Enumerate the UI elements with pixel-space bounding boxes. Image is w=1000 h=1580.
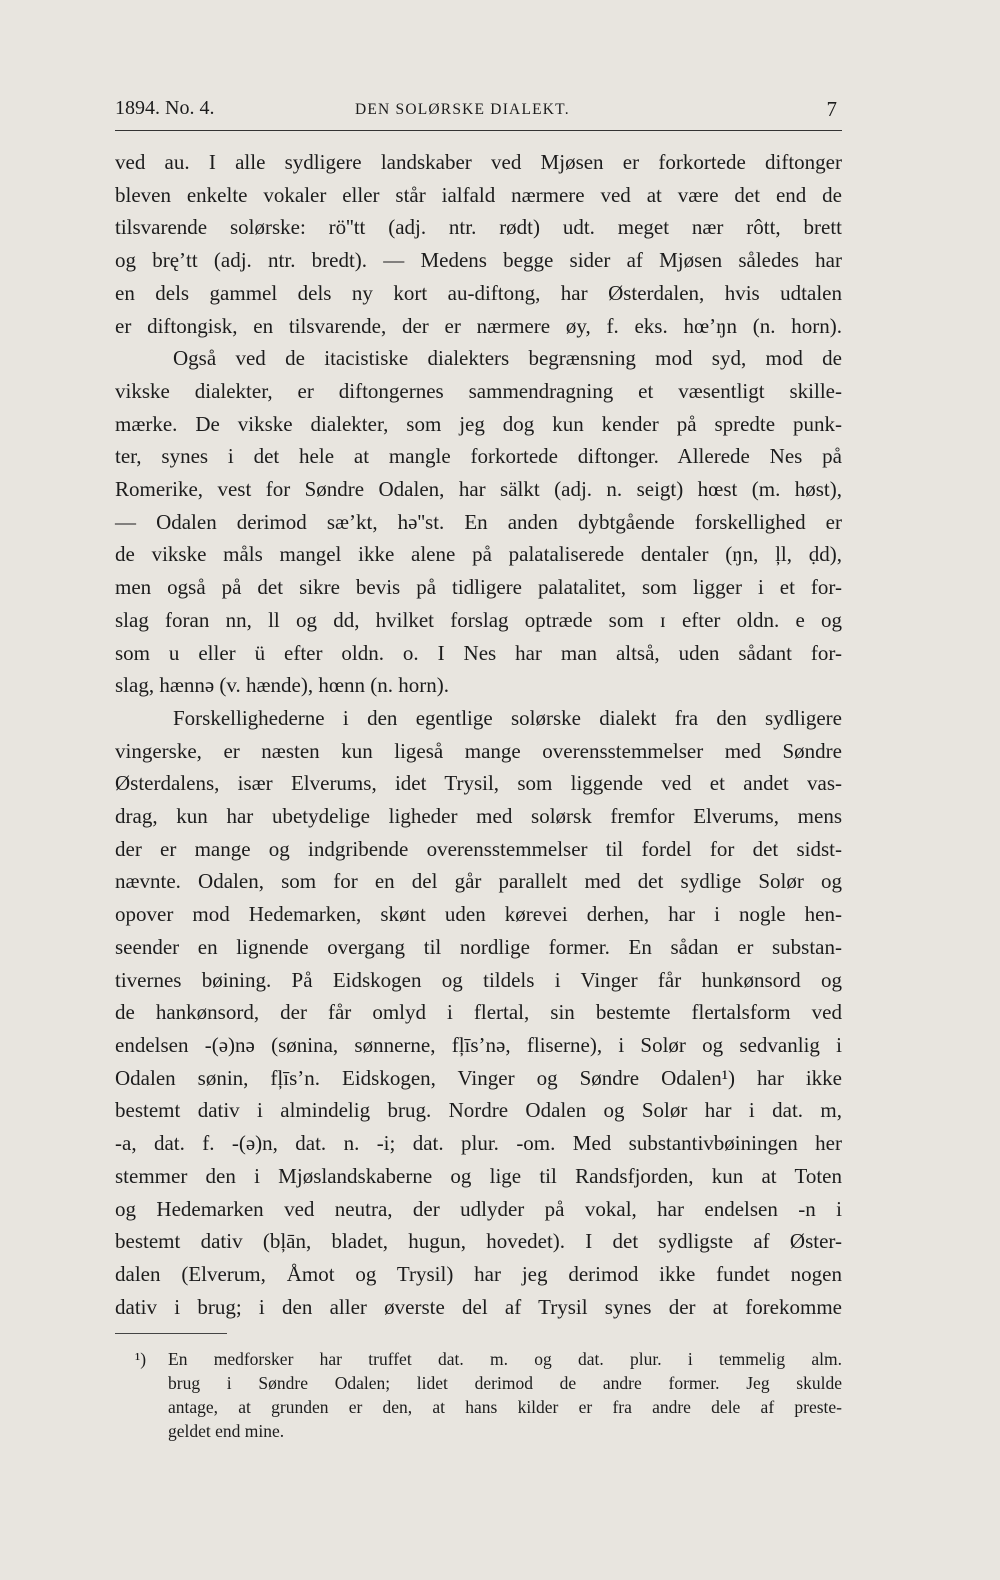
issue-label: 1894. No. 4. bbox=[115, 97, 215, 119]
text-line: bestemt dativ i almindelig brug. Nordre Odalen og Solør har i dat. m, bbox=[115, 1098, 842, 1123]
text-line: slag, hænnə (v. hænde), hœnn (n. horn). bbox=[115, 673, 450, 698]
text-line: men også på det sikre bevis på tidligere palatalitet, som ligger i et for- bbox=[115, 575, 842, 600]
text-line: de hankønsord, der får omlyd i flertal, sin bestemte flertalsform ved bbox=[115, 1000, 842, 1025]
text-line: Odalen sønin, fļīsʼn. Eidskogen, Vinger og Søndre Odalen¹) har ikke bbox=[115, 1065, 842, 1090]
text-line: mærke. De vikske dialekter, som jeg dog kun kender på spredte punk- bbox=[115, 411, 842, 436]
text-line: nævnte. Odalen, som for en del går parallelt med det sydlige Solør og bbox=[115, 869, 842, 894]
text-line: Romerike, vest for Søndre Odalen, har sälkt (adj. n. seigt) hœst (m. høst), bbox=[115, 477, 842, 502]
text-line: seender en lignende overgang til nordlige former. En sådan er substan- bbox=[115, 934, 842, 959]
text-line: ter, synes i det hele at mangle forkortede diftonger. Allerede Nes på bbox=[115, 444, 842, 469]
text-line: stemmer den i Mjøslandskaberne og lige til Randsfjorden, kun at Toten bbox=[115, 1163, 842, 1188]
footnote-line: brug i Søndre Odalen; lidet derimod de andre former. Jeg skulde bbox=[168, 1373, 842, 1393]
article-title: DEN SOLØRSKE DIALEKT. bbox=[355, 101, 570, 118]
text-line: en dels gammel dels ny kort au-diftong, har Østerdalen, hvis udtalen bbox=[115, 280, 842, 305]
text-line: de vikske måls mangel ikke alene på palataliserede dentaler (ŋn, ļl, ḍd), bbox=[115, 542, 842, 567]
text-line: bleven enkelte vokaler eller står ialfald nærmere ved at være det end de bbox=[115, 182, 842, 207]
text-line: dativ i brug; i den aller øverste del af Trysil synes der at forekomme bbox=[115, 1294, 842, 1319]
text-line: bestemt dativ (bļān, bladet, hugun, hovedet). I det sydligste af Øster- bbox=[115, 1229, 842, 1254]
text-line: Østerdalens, især Elverums, idet Trysil, som liggende ved et andet vas- bbox=[115, 771, 842, 796]
footnote bbox=[135, 1347, 842, 1443]
page-number: 7 bbox=[826, 97, 837, 121]
text-line: slag foran nn, ll og dd, hvilket forslag optræde som ɪ efter oldn. e og bbox=[115, 607, 842, 632]
text-line: endelsen -(ə)nə (sønina, sønnerne, fļīsʼnə, fliserne), i Solør og sedvanlig i bbox=[115, 1032, 842, 1057]
header-rule bbox=[115, 130, 842, 131]
text-line: vikske dialekter, er diftongernes sammendragning et væsentligt skille- bbox=[115, 378, 842, 403]
running-head bbox=[115, 97, 837, 127]
text-line: dalen (Elverum, Åmot og Trysil) har jeg derimod ikke fundet nogen bbox=[115, 1261, 842, 1286]
text-line: og Hedemarken ved neutra, der udlyder på vokal, har endelsen -n i bbox=[115, 1196, 842, 1221]
footnote-marker: ¹) bbox=[135, 1349, 147, 1369]
text-line: opover mod Hedemarken, skønt uden kørevei derhen, har i nogle hen- bbox=[115, 902, 842, 927]
text-line: vingerske, er næsten kun ligeså mange overensstemmelser med Søndre bbox=[115, 738, 842, 763]
text-line: tilsvarende solørske: rö''tt (adj. ntr. rødt) udt. meget nær rôtt, brett bbox=[115, 215, 842, 240]
footnote-text: En medforsker har truffet dat. m. og dat. plur. i temmelig alm. bbox=[168, 1349, 842, 1369]
text-line: som u eller ü efter oldn. o. I Nes har man altså, uden sådant for- bbox=[115, 640, 842, 665]
footnote-line bbox=[135, 1347, 842, 1371]
footnote-rule bbox=[115, 1333, 227, 1334]
text-line: -a, dat. f. -(ə)n, dat. n. -i; dat. plur. -om. Med substantivbøiningen her bbox=[115, 1131, 842, 1156]
body-text bbox=[115, 146, 842, 1323]
text-line: tivernes bøining. På Eidskogen og tildels i Vinger får hunkønsord og bbox=[115, 967, 842, 992]
footnote-line: geldet end mine. bbox=[168, 1421, 285, 1441]
text-line: og bręʼtt (adj. ntr. bredt). — Medens begge sider af Mjøsen således har bbox=[115, 248, 842, 273]
text-line: er diftongisk, en tilsvarende, der er nærmere øy, f. eks. hœʼŋn (n. horn). bbox=[115, 313, 842, 338]
text-line: Forskellighederne i den egentlige solørske dialekt fra den sydligere bbox=[173, 705, 842, 730]
text-line: Også ved de itacistiske dialekters begrænsning mod syd, mod de bbox=[173, 346, 842, 371]
text-line: der er mange og indgribende overensstemmelser til fordel for det sidst- bbox=[115, 836, 842, 861]
text-line: — Odalen derimod sæʼkt, hə''st. En anden dybtgående forskellighed er bbox=[115, 509, 842, 534]
footnote-line: antage, at grunden er den, at hans kilder er fra andre dele af preste- bbox=[168, 1397, 842, 1417]
text-line: ved au. I alle sydligere landskaber ved Mjøsen er forkortede diftonger bbox=[115, 150, 842, 174]
text-line: drag, kun har ubetydelige ligheder med solørsk fremfor Elverums, mens bbox=[115, 804, 842, 829]
